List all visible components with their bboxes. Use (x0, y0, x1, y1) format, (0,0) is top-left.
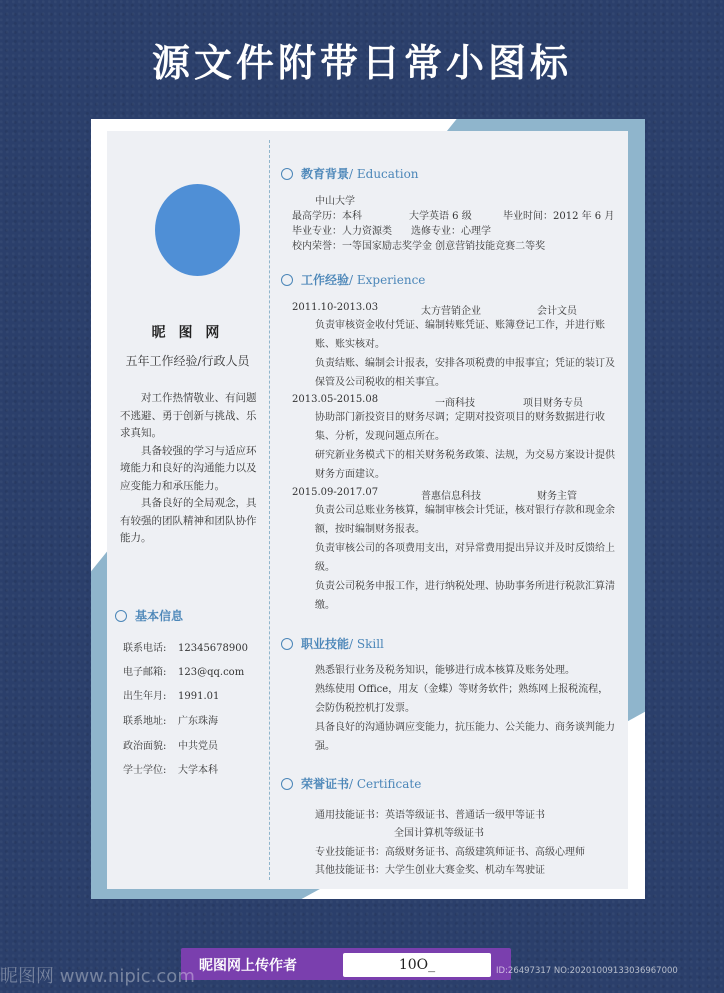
job-duty: 负责审核公司的各项费用支出，对异常费用提出异议并及时反馈给上级。 (315, 543, 615, 573)
circle-icon (281, 274, 293, 286)
info-row (123, 761, 218, 776)
info-value: 1991.01 (178, 691, 220, 702)
major: 毕业专业：人力资源类 (292, 226, 392, 237)
certificate-row: 专业技能证书：高级财务证书、高级建筑师证书、高级心理师 (315, 847, 585, 858)
skill-item: 具备良好的沟通协调应变能力，抗压能力、公关能力、商务谈判能力强。 (315, 722, 615, 752)
circle-icon (281, 778, 293, 790)
section-title-en: / Certificate (349, 776, 422, 791)
watermark: 昵图网 www.nipic.com (0, 966, 195, 987)
job-period: 2011.10-2013.03 (292, 302, 379, 313)
job-role: 项目财务专员 (523, 398, 583, 409)
job-period: 2015.09-2017.07 (292, 487, 379, 498)
circle-icon (115, 610, 127, 622)
info-row (123, 663, 244, 678)
info-row (123, 687, 219, 702)
candidate-subtitle: 五年工作经验/行政人员 (125, 354, 250, 368)
section-title-en: / Experience (349, 272, 426, 287)
info-row (123, 639, 248, 654)
job-duty: 负责公司税务申报工作，进行纳税处理、协助事务所进行税款汇算清缴。 (315, 581, 615, 611)
uploader-label: 昵图网上传作者 (199, 958, 297, 974)
minor: 选修专业：心理学 (411, 226, 491, 237)
job-duty: 负责公司总账业务核算，编制审核会计凭证，核对银行存款和现金余额，按时编制财务报表。 (315, 505, 615, 535)
section-title: 荣誉证书 (301, 777, 350, 791)
circle-icon (281, 638, 293, 650)
image-id: ID:26497317 NO:20201009133036967000 (496, 966, 678, 976)
info-value: 大学本科 (178, 765, 218, 776)
intro-paragraph: 对工作热情敬业、有问题不逃避、勇于创新与挑战、乐求真知。 (120, 392, 257, 439)
candidate-name: 昵 图 网 (151, 325, 224, 341)
info-row (123, 712, 218, 727)
job-period: 2013.05-2015.08 (292, 394, 379, 405)
info-label: 联系电话: (123, 643, 167, 654)
section-title: 职业技能 (301, 637, 350, 651)
job-duty: 负责审核资金收付凭证、编制转账凭证、账簿登记工作，并进行账账、账实核对。 (315, 320, 605, 350)
info-label: 学士学位: (123, 765, 167, 776)
section-certificate (281, 775, 421, 792)
honors: 校内荣誉：一等国家励志奖学金 创意营销技能竞赛二等奖 (292, 241, 546, 252)
self-introduction (120, 390, 260, 548)
degree: 最高学历：本科 (292, 211, 362, 222)
info-label: 政治面貌: (123, 741, 167, 752)
certificate-row: 其他技能证书：大学生创业大赛金奖、机动车驾驶证 (315, 865, 545, 876)
section-education (281, 165, 419, 182)
section-title-en: / Skill (349, 636, 384, 651)
section-title-en: / Education (349, 166, 419, 181)
section-title: 教育背景 (301, 167, 350, 181)
certificate-row: 通用技能证书：英语等级证书、普通话一级甲等证书 (315, 810, 545, 821)
section-basic-info (115, 607, 183, 624)
job-company: 普惠信息科技 (421, 491, 481, 502)
job-company: 太方营销企业 (421, 306, 481, 317)
section-title: 工作经验 (301, 273, 350, 287)
job-duty: 负责结账、编制会计报表，安排各项税费的申报事宜；凭证的装订及保管及公司税收的相关事宜。 (315, 358, 615, 388)
job-duty: 协助部门新投资目的财务尽调；定期对投资项目的财务数据进行收集、分析，发现问题点所在。 (315, 412, 605, 442)
intro-paragraph: 具备较强的学习与适应环境能力和良好的沟通能力以及应变能力和承压能力。 (120, 444, 257, 492)
avatar (155, 184, 240, 276)
info-value: 123@qq.com (178, 667, 245, 678)
job-role: 财务主管 (537, 491, 577, 502)
uploader-name[interactable]: 10O_ (343, 953, 491, 977)
banner-title: 源文件附带日常小图标 (151, 41, 572, 85)
info-value: 广东珠海 (178, 716, 218, 727)
info-row (123, 737, 218, 752)
info-value: 12345678900 (178, 643, 248, 654)
info-label: 联系地址: (123, 716, 167, 727)
english-level: 大学英语 6 级 (409, 211, 472, 222)
info-label: 电子邮箱: (123, 667, 167, 678)
info-value: 中共党员 (178, 741, 218, 752)
job-duty: 研究新业务模式下的相关财务税务政策、法规，为交易方案设计提供财务方面建议。 (315, 450, 615, 480)
school: 中山大学 (315, 196, 355, 207)
section-title: 基本信息 (135, 609, 184, 623)
circle-icon (281, 168, 293, 180)
job-role: 会计文员 (537, 306, 577, 317)
graduation-time: 毕业时间：2012 年 6 月 (503, 211, 615, 222)
column-divider (269, 140, 270, 880)
skill-item: 熟练使用 Office，用友（金蝶）等财务软件；熟练网上报税流程，会防伪税控机打发票。 (315, 684, 609, 714)
section-skill (281, 635, 384, 652)
info-label: 出生年月: (123, 691, 167, 702)
skill-item: 熟悉银行业务及税务知识，能够进行成本核算及账务处理。 (315, 665, 575, 676)
job-company: 一商科技 (435, 398, 475, 409)
intro-paragraph: 具备良好的全局观念，具有较强的团队精神和团队协作能力。 (120, 497, 257, 544)
certificate-row: 全国计算机等级证书 (394, 828, 484, 839)
section-experience (281, 271, 425, 288)
